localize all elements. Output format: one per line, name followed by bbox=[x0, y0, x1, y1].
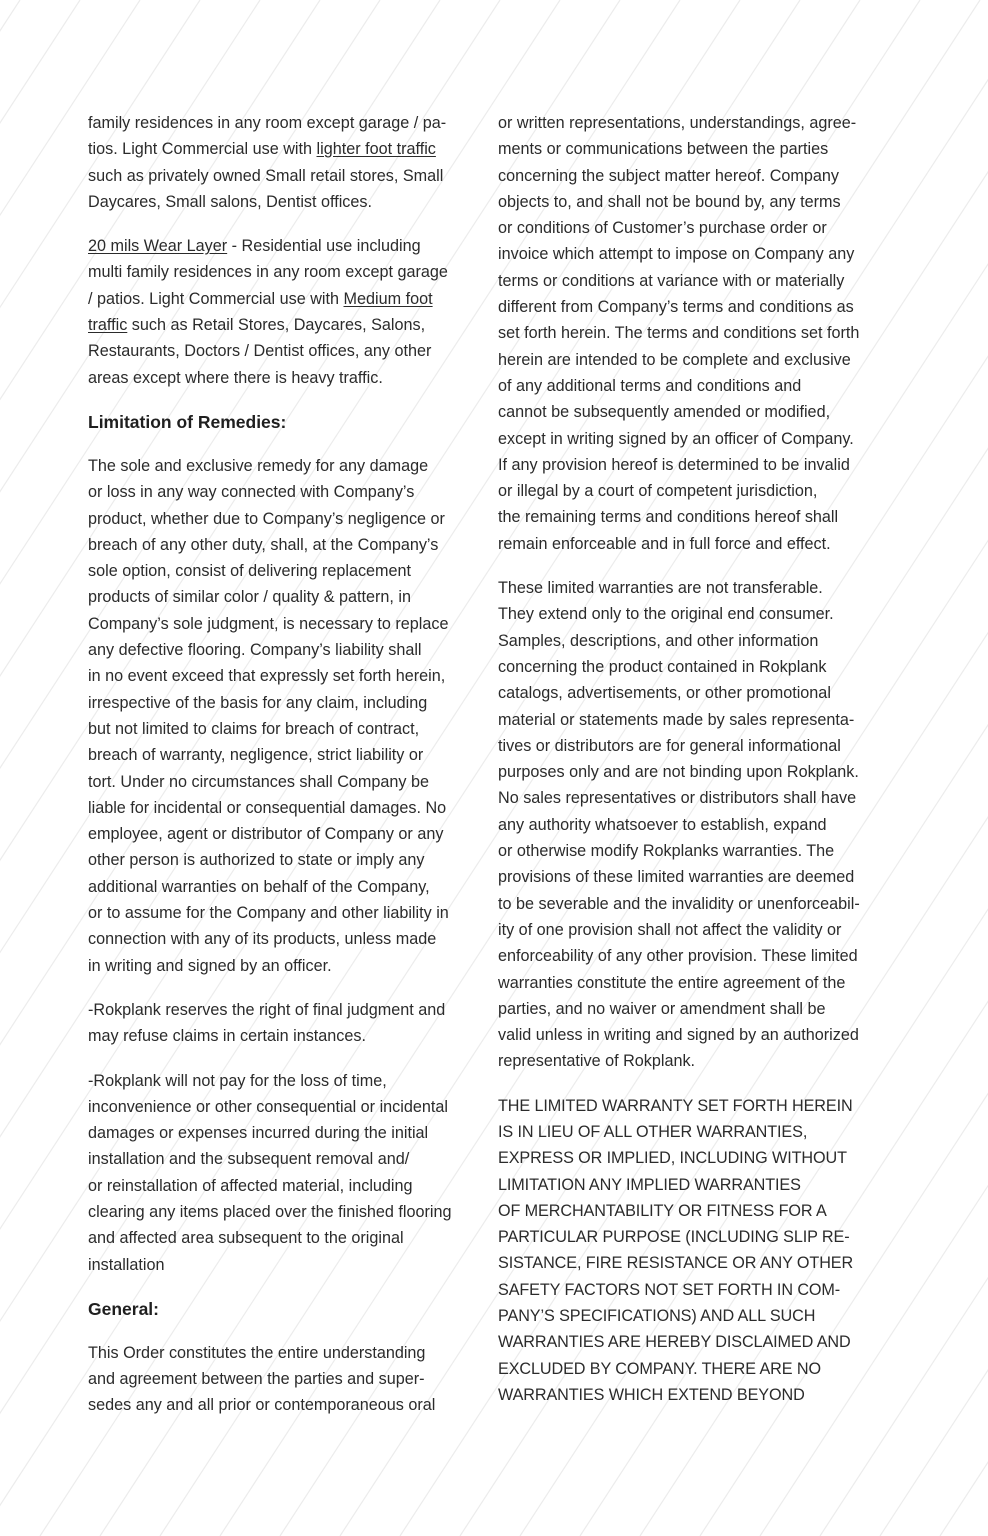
heading-limitation-of-remedies: Limitation of Remedies: bbox=[88, 411, 287, 432]
paragraph-general bbox=[88, 1340, 472, 1419]
text-line: inconvenience or other consequential or incidental bbox=[88, 1097, 448, 1116]
text-line: or illegal by a court of competent jurisdiction, bbox=[498, 482, 818, 501]
text-line: ity of one provision shall not affect the validity or bbox=[498, 920, 842, 939]
text-line: tives or distributors are for general informational bbox=[498, 736, 841, 755]
paragraph-wear-layer-20mil bbox=[88, 233, 472, 391]
text-line: parties, and no waiver or amendment shall be bbox=[498, 999, 826, 1018]
text-line: PANY’S SPECIFICATIONS) AND ALL SUCH bbox=[498, 1307, 816, 1326]
text-line: damages or expenses incurred during the initial bbox=[88, 1124, 429, 1143]
text-line: Daycares, Small salons, Dentist offices. bbox=[88, 192, 372, 211]
text-line: These limited warranties are not transferable. bbox=[498, 579, 823, 598]
paragraph-wear-layer-12mil-continued bbox=[88, 110, 472, 215]
heading-general: General: bbox=[88, 1298, 159, 1319]
paragraph-limitation bbox=[88, 453, 472, 979]
text-line: multi family residences in any room except garage bbox=[88, 263, 448, 282]
text-line: to be severable and the invalidity or unenforceabil- bbox=[498, 894, 860, 913]
right-column bbox=[498, 110, 886, 1426]
text-fragment: tios. Light Commercial use with bbox=[88, 140, 317, 159]
text-line: EXCLUDED BY COMPANY. THERE ARE NO bbox=[498, 1359, 821, 1378]
text-line: herein are intended to be complete and exclusive bbox=[498, 350, 851, 369]
text-line: or loss in any way connected with Company’s bbox=[88, 483, 415, 502]
text-line: material or statements made by sales representa- bbox=[498, 710, 855, 729]
text-fragment: - Residential use including bbox=[227, 237, 421, 256]
text-line: installation bbox=[88, 1255, 165, 1274]
text-line: irrespective of the basis for any claim, including bbox=[88, 693, 428, 712]
paragraph-loss-of-time bbox=[88, 1068, 472, 1278]
text-line: or to assume for the Company and other liability in bbox=[88, 904, 449, 923]
underlined-term: traffic bbox=[88, 316, 128, 335]
left-column bbox=[88, 110, 472, 1437]
text-line: cannot be subsequently amended or modified, bbox=[498, 403, 831, 422]
text-line: No sales representatives or distributors shall have bbox=[498, 789, 857, 808]
text-line: IS IN LIEU OF ALL OTHER WARRANTIES, bbox=[498, 1122, 808, 1141]
text-line: other person is authorized to state or imply any bbox=[88, 851, 425, 870]
text-line: terms or conditions at variance with or materially bbox=[498, 271, 845, 290]
text-line: but not limited to claims for breach of contract, bbox=[88, 719, 420, 738]
text-line: provisions of these limited warranties are deemed bbox=[498, 868, 855, 887]
text-line: liable for incidental or consequential damages. No bbox=[88, 798, 447, 817]
text-line bbox=[88, 312, 472, 338]
text-line: PARTICULAR PURPOSE (INCLUDING SLIP RE- bbox=[498, 1228, 850, 1247]
text-line: sole option, consist of delivering replacement bbox=[88, 562, 412, 581]
paragraph-final-judgment bbox=[88, 997, 472, 1050]
text-line: valid unless in writing and signed by an authorized bbox=[498, 1026, 859, 1045]
background-diagonal-line bbox=[0, 0, 80, 1536]
text-line: THE LIMITED WARRANTY SET FORTH HEREIN bbox=[498, 1096, 853, 1115]
text-line bbox=[88, 286, 472, 312]
text-line: product, whether due to Company’s negligence or bbox=[88, 509, 445, 528]
text-line: employee, agent or distributor of Company or any bbox=[88, 825, 444, 844]
text-line: the remaining terms and conditions hereof shall bbox=[498, 508, 839, 527]
text-line: concerning the subject matter hereof. Company bbox=[498, 166, 840, 185]
text-line: products of similar color / quality & pattern, in bbox=[88, 588, 411, 607]
text-line: OF MERCHANTABILITY OR FITNESS FOR A bbox=[498, 1201, 827, 1220]
text-line: breach of warranty, negligence, strict liability or bbox=[88, 746, 424, 765]
paragraph-warranty-disclaimer bbox=[498, 1093, 886, 1409]
text-line: ments or communications between the parties bbox=[498, 140, 829, 159]
text-line: purposes only and are not binding upon Rokplank. bbox=[498, 763, 859, 782]
underlined-term: 20 mils Wear Layer bbox=[88, 237, 228, 256]
text-line: representative of Rokplank. bbox=[498, 1052, 696, 1071]
text-line: -Rokplank reserves the right of final judgment and bbox=[88, 1000, 446, 1019]
text-fragment: / patios. Light Commercial use with bbox=[88, 289, 344, 308]
underlined-term: lighter foot traffic bbox=[316, 140, 436, 159]
text-line: Samples, descriptions, and other information bbox=[498, 631, 819, 650]
text-line: Company’s sole judgment, is necessary to replace bbox=[88, 614, 449, 633]
text-line: concerning the product contained in Rokplank bbox=[498, 657, 827, 676]
text-line: such as privately owned Small retail stores, Small bbox=[88, 166, 444, 185]
text-line: WARRANTIES WHICH EXTEND BEYOND bbox=[498, 1385, 805, 1404]
text-line: different from Company’s terms and conditions as bbox=[498, 298, 854, 317]
text-line: objects to, and shall not be bound by, any terms bbox=[498, 192, 841, 211]
text-line: and affected area subsequent to the original bbox=[88, 1229, 404, 1248]
background-diagonal-line bbox=[880, 0, 988, 1536]
text-line: connection with any of its products, unless made bbox=[88, 930, 437, 949]
text-line: in writing and signed by an officer. bbox=[88, 956, 332, 975]
text-line: additional warranties on behalf of the Company, bbox=[88, 877, 430, 896]
text-line: LIMITATION ANY IMPLIED WARRANTIES bbox=[498, 1175, 801, 1194]
text-line bbox=[88, 136, 472, 162]
text-line: and agreement between the parties and super- bbox=[88, 1370, 425, 1389]
text-line: WARRANTIES ARE HEREBY DISCLAIMED AND bbox=[498, 1333, 851, 1352]
text-line: Restaurants, Doctors / Dentist offices, any other bbox=[88, 342, 432, 361]
text-line: installation and the subsequent removal and/ bbox=[88, 1150, 410, 1169]
text-line: any defective flooring. Company’s liability shall bbox=[88, 641, 422, 660]
text-line: areas except where there is heavy traffic. bbox=[88, 368, 383, 387]
text-line: in no event exceed that expressly set forth herein, bbox=[88, 667, 446, 686]
text-line: The sole and exclusive remedy for any damage bbox=[88, 456, 429, 475]
text-line: SISTANCE, FIRE RESISTANCE OR ANY OTHER bbox=[498, 1254, 854, 1273]
text-line: or reinstallation of affected material, including bbox=[88, 1176, 413, 1195]
text-line: -Rokplank will not pay for the loss of time, bbox=[88, 1071, 387, 1090]
text-line: except in writing signed by an officer of Company. bbox=[498, 429, 854, 448]
text-line: This Order constitutes the entire understanding bbox=[88, 1343, 426, 1362]
text-line: clearing any items placed over the finished flooring bbox=[88, 1202, 452, 1221]
underlined-term: Medium foot bbox=[343, 289, 433, 308]
text-line: set forth herein. The terms and conditions set forth bbox=[498, 324, 860, 343]
text-line: tort. Under no circumstances shall Company be bbox=[88, 772, 429, 791]
paragraph-not-transferable bbox=[498, 575, 886, 1075]
text-line: They extend only to the original end consumer. bbox=[498, 605, 834, 624]
text-line: catalogs, advertisements, or other promotional bbox=[498, 684, 831, 703]
text-line: any authority whatsoever to establish, expand bbox=[498, 815, 827, 834]
text-line: sedes any and all prior or contemporaneous oral bbox=[88, 1396, 436, 1415]
background-diagonal-line bbox=[940, 0, 988, 1536]
text-line: enforceability of any other provision. These limited bbox=[498, 947, 858, 966]
text-line: invoice which attempt to impose on Company any bbox=[498, 245, 855, 264]
paragraph-general-continued bbox=[498, 110, 886, 557]
text-line: or conditions of Customer’s purchase order or bbox=[498, 219, 827, 238]
text-line: may refuse claims in certain instances. bbox=[88, 1027, 366, 1046]
text-line: or written representations, understandings, agree- bbox=[498, 114, 857, 132]
text-line: or otherwise modify Rokplanks warranties. The bbox=[498, 842, 835, 861]
text-line: warranties constitute the entire agreement of the bbox=[498, 973, 846, 992]
text-line: breach of any other duty, shall, at the Company’s bbox=[88, 535, 439, 554]
text-line: SAFETY FACTORS NOT SET FORTH IN COM- bbox=[498, 1280, 841, 1299]
text-fragment: such as Retail Stores, Daycares, Salons, bbox=[127, 316, 426, 335]
text-line: family residences in any room except garage / pa- bbox=[88, 114, 447, 132]
text-line: remain enforceable and in full force and effect. bbox=[498, 534, 831, 553]
text-line: of any additional terms and conditions and bbox=[498, 376, 802, 395]
text-line: EXPRESS OR IMPLIED, INCLUDING WITHOUT bbox=[498, 1149, 847, 1168]
text-line bbox=[88, 233, 472, 259]
text-line: If any provision hereof is determined to be invalid bbox=[498, 455, 850, 474]
